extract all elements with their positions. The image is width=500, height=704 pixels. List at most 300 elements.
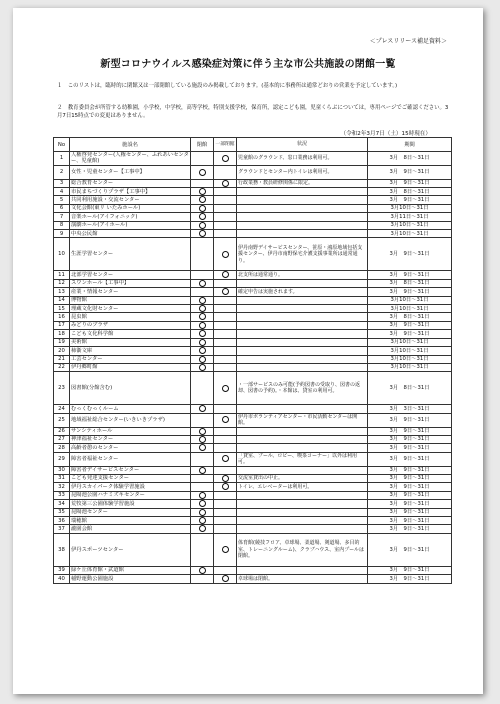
table-row	[54, 355, 452, 363]
table-row	[54, 213, 452, 221]
table-row	[54, 427, 452, 435]
row-status	[237, 296, 368, 304]
header-name: 施設名	[70, 138, 191, 152]
row-facility-name: 昆陽池公園ハナミズキセンター	[70, 491, 191, 499]
row-status: 伊丹南野デイサービスセンター、笹原・鴻原地域包括支援センター、伊丹市南野保宅介護支援事業所は通常通り。	[237, 238, 368, 271]
row-partial-closure	[214, 474, 237, 482]
table-row	[54, 466, 452, 474]
row-full-closure	[191, 508, 214, 516]
row-full-closure	[191, 221, 214, 229]
row-no: 37	[54, 525, 70, 533]
row-status: 北支所は通常通り。	[237, 271, 368, 279]
row-full-closure	[191, 296, 214, 304]
row-period: 3月10日～31日	[368, 338, 452, 346]
closed-mark-circle-icon	[199, 509, 206, 516]
row-facility-name: 地域福祉総合センター(いきいきプラザ)	[70, 413, 191, 427]
row-period: 3月 9日～31日	[368, 330, 452, 338]
row-period: 3月10日～31日	[368, 221, 452, 229]
row-period: 3月 9日～31日	[368, 179, 452, 187]
row-period: 3月 9日～31日	[368, 533, 452, 566]
row-period: 3月 8日～31日	[368, 279, 452, 287]
table-row	[54, 517, 452, 525]
row-status	[237, 525, 368, 533]
row-status	[237, 444, 368, 452]
row-full-closure	[191, 491, 214, 499]
row-status	[237, 355, 368, 363]
table-row	[54, 288, 452, 296]
row-status	[237, 305, 368, 313]
row-facility-name: 図書館(分館含む)	[70, 372, 191, 405]
row-partial-closure	[214, 305, 237, 313]
row-status	[237, 427, 368, 435]
table-row	[54, 230, 452, 238]
table-row	[54, 279, 452, 287]
row-full-closure	[191, 363, 214, 371]
row-period: 3月 9日～31日	[368, 575, 452, 583]
row-no: 36	[54, 517, 70, 525]
table-row	[54, 566, 452, 574]
closed-mark-circle-icon	[199, 525, 206, 532]
row-no: 40	[54, 575, 70, 583]
row-full-closure	[191, 230, 214, 238]
row-no: 19	[54, 338, 70, 346]
row-full-closure	[191, 313, 214, 321]
row-no: 3	[54, 179, 70, 187]
closed-mark-circle-icon	[199, 517, 206, 524]
row-period: 3月10日～31日	[368, 296, 452, 304]
row-full-closure	[191, 427, 214, 435]
closed-mark-circle-icon	[222, 575, 229, 582]
page-title: 新型コロナウイルス感染症対策に伴う主な市公共施設の閉館一覧	[100, 59, 396, 70]
row-status: 伊丹市ボランティアセンター・市民活動センターは開館。	[237, 413, 368, 427]
row-facility-name: 博物館	[70, 296, 191, 304]
table-row	[54, 405, 452, 413]
row-status	[237, 466, 368, 474]
table-row	[54, 165, 452, 179]
row-status: 交流室貸出の中止。	[237, 474, 368, 482]
row-full-closure	[191, 279, 214, 287]
closed-mark-circle-icon	[222, 546, 229, 553]
row-period: 3月 9日～31日	[368, 525, 452, 533]
closed-mark-circle-icon	[199, 313, 206, 320]
closed-mark-circle-icon	[199, 500, 206, 507]
row-facility-name: 演劇ホール(アイホール)	[70, 221, 191, 229]
closed-mark-circle-icon	[199, 230, 206, 237]
row-full-closure	[191, 435, 214, 443]
table-row	[54, 444, 452, 452]
row-facility-name: 柿衞文庫	[70, 347, 191, 355]
table-row	[54, 372, 452, 405]
table-row	[54, 179, 452, 187]
row-status: 「貸室、プール、ロビー、喫茶コーナー」以外は利用可。	[237, 452, 368, 466]
row-full-closure	[191, 474, 214, 482]
row-period: 3月 9日～31日	[368, 427, 452, 435]
row-no: 14	[54, 296, 70, 304]
row-no: 23	[54, 372, 70, 405]
row-full-closure	[191, 338, 214, 346]
closed-mark-circle-icon	[199, 356, 206, 363]
table-row	[54, 363, 452, 371]
row-facility-name: 荒牧第三公園体験学習施設	[70, 500, 191, 508]
row-partial-closure	[214, 466, 237, 474]
row-period: 3月 9日～31日	[368, 508, 452, 516]
document-page	[13, 8, 483, 694]
row-no: 7	[54, 213, 70, 221]
row-partial-closure	[214, 355, 237, 363]
table-row	[54, 435, 452, 443]
closed-mark-circle-icon	[199, 222, 206, 229]
row-facility-name: 稲野運動公園施設	[70, 575, 191, 583]
facility-closure-table	[53, 137, 452, 584]
row-period: 3月 8日～31日	[368, 152, 452, 166]
row-no: 25	[54, 413, 70, 427]
row-facility-name: みどりのプラザ	[70, 321, 191, 329]
row-status: 児童館のグラウンド、窓口業務は利用可。	[237, 152, 368, 166]
row-full-closure	[191, 452, 214, 466]
row-no: 15	[54, 305, 70, 313]
row-facility-name: 音楽ホール(アイフォニック)	[70, 213, 191, 221]
row-partial-closure	[214, 196, 237, 204]
row-full-closure	[191, 196, 214, 204]
header-period: 期間	[368, 138, 452, 152]
row-partial-closure	[214, 483, 237, 491]
row-partial-closure	[214, 508, 237, 516]
closed-mark-circle-icon	[199, 297, 206, 304]
row-full-closure	[191, 238, 214, 271]
table-row	[54, 500, 452, 508]
row-status: ・一部サービスのみ可能(予約図書の受取り、図書の返却、図書の予約)。・本館は、貸室の利用可。	[237, 372, 368, 405]
table-row	[54, 575, 452, 583]
row-no: 2	[54, 165, 70, 179]
row-no: 8	[54, 221, 70, 229]
row-no: 11	[54, 271, 70, 279]
table-row	[54, 296, 452, 304]
header-partial-closure: 一部閉館	[214, 138, 237, 152]
row-partial-closure	[214, 533, 237, 566]
row-no: 31	[54, 474, 70, 482]
row-no: 38	[54, 533, 70, 566]
header-no: No	[54, 138, 70, 152]
row-full-closure	[191, 347, 214, 355]
row-partial-closure	[214, 491, 237, 499]
row-period: 3月10日～31日	[368, 355, 452, 363]
table-row	[54, 204, 452, 212]
row-full-closure	[191, 213, 214, 221]
row-status: 確定申告は実施されます。	[237, 288, 368, 296]
row-full-closure	[191, 288, 214, 296]
row-facility-name: むっくむっくルーム	[70, 405, 191, 413]
table-row	[54, 221, 452, 229]
row-facility-name: 総合教育センター	[70, 179, 191, 187]
row-status	[237, 213, 368, 221]
closed-mark-circle-icon	[199, 492, 206, 499]
closed-mark-circle-icon	[199, 405, 206, 412]
row-period: 3月 9日～31日	[368, 271, 452, 279]
release-label: ＜プレスリリース補足資料＞	[369, 38, 447, 45]
row-status	[237, 491, 368, 499]
table-row	[54, 413, 452, 427]
row-facility-name: 美術館	[70, 338, 191, 346]
row-period: 3月 8日～31日	[368, 372, 452, 405]
row-period: 3月 9日～31日	[368, 238, 452, 271]
row-partial-closure	[214, 413, 237, 427]
closed-mark-circle-icon	[199, 196, 206, 203]
row-facility-name: 瀧園会館	[70, 525, 191, 533]
row-full-closure	[191, 566, 214, 574]
table-row	[54, 525, 452, 533]
header-full-closure: 閉館	[191, 138, 214, 152]
row-no: 33	[54, 491, 70, 499]
row-period: 3月11日～31日	[368, 213, 452, 221]
row-facility-name: 共同利用施設・交流センター	[70, 196, 191, 204]
row-partial-closure	[214, 427, 237, 435]
row-period: 3月 9日～31日	[368, 500, 452, 508]
row-status	[237, 405, 368, 413]
row-facility-name: 障害者デイサービスセンター	[70, 466, 191, 474]
closed-mark-circle-icon	[199, 428, 206, 435]
header-status: 状況	[237, 138, 368, 152]
table-row	[54, 188, 452, 196]
row-partial-closure	[214, 230, 237, 238]
row-period: 3月 9日～31日	[368, 435, 452, 443]
row-facility-name: 中央公民館	[70, 230, 191, 238]
row-period: 3月 9日～31日	[368, 413, 452, 427]
row-no: 26	[54, 427, 70, 435]
row-period: 3月 9日～31日	[368, 566, 452, 574]
table-row	[54, 305, 452, 313]
row-facility-name: 生涯学習センター	[70, 238, 191, 271]
row-no: 6	[54, 204, 70, 212]
row-no: 27	[54, 435, 70, 443]
row-no: 39	[54, 566, 70, 574]
closed-mark-circle-icon	[222, 385, 229, 392]
closed-mark-circle-icon	[199, 444, 206, 451]
row-status	[237, 196, 368, 204]
row-partial-closure	[214, 313, 237, 321]
row-full-closure	[191, 372, 214, 405]
row-no: 32	[54, 483, 70, 491]
row-period: 3月 9日～31日	[368, 165, 452, 179]
row-full-closure	[191, 525, 214, 533]
row-status: グラウンドとセンター内トイレは利用可。	[237, 165, 368, 179]
row-full-closure	[191, 517, 214, 525]
as-of-date: （令和2年3月7日（土）15時現在）	[340, 131, 431, 137]
row-status	[237, 330, 368, 338]
row-partial-closure	[214, 271, 237, 279]
row-partial-closure	[214, 213, 237, 221]
closed-mark-circle-icon	[222, 483, 229, 490]
closed-mark-circle-icon	[199, 188, 206, 195]
closed-mark-circle-icon	[222, 475, 229, 482]
row-facility-name: 市民まちづくりプラザ【工事中】	[70, 188, 191, 196]
closed-mark-circle-icon	[199, 169, 206, 176]
row-partial-closure	[214, 330, 237, 338]
row-status	[237, 204, 368, 212]
table-row	[54, 491, 452, 499]
row-status: トイレ、エレベーターは利用可。	[237, 483, 368, 491]
row-status	[237, 188, 368, 196]
row-full-closure	[191, 204, 214, 212]
row-status	[237, 500, 368, 508]
table-row	[54, 483, 452, 491]
table-row	[54, 533, 452, 566]
row-no: 16	[54, 313, 70, 321]
row-facility-name: 伊丹スポーツセンター	[70, 533, 191, 566]
row-status	[237, 517, 368, 525]
table-row	[54, 313, 452, 321]
row-period: 3月 9日～31日	[368, 444, 452, 452]
table-row	[54, 338, 452, 346]
row-partial-closure	[214, 363, 237, 371]
closed-mark-circle-icon	[199, 364, 206, 371]
closed-mark-circle-icon	[199, 347, 206, 354]
closed-mark-circle-icon	[222, 288, 229, 295]
row-status	[237, 338, 368, 346]
table-row	[54, 152, 452, 166]
closed-mark-circle-icon	[199, 436, 206, 443]
closed-mark-circle-icon	[222, 271, 229, 278]
table-row	[54, 271, 452, 279]
row-facility-name: 伊丹郷町館	[70, 363, 191, 371]
row-full-closure	[191, 165, 214, 179]
row-partial-closure	[214, 338, 237, 346]
row-facility-name: 昆陽池センター	[70, 508, 191, 516]
row-full-closure	[191, 413, 214, 427]
closed-mark-circle-icon	[199, 567, 206, 574]
table-row	[54, 330, 452, 338]
row-no: 22	[54, 363, 70, 371]
row-full-closure	[191, 321, 214, 329]
row-period: 3月 9日～31日	[368, 491, 452, 499]
row-status: 行政業務・教員研修関係に限定。	[237, 179, 368, 187]
row-partial-closure	[214, 288, 237, 296]
row-no: 28	[54, 444, 70, 452]
row-full-closure	[191, 466, 214, 474]
row-period: 3月10日～31日	[368, 230, 452, 238]
row-no: 24	[54, 405, 70, 413]
closed-mark-circle-icon	[222, 416, 229, 423]
row-partial-closure	[214, 525, 237, 533]
row-partial-closure	[214, 279, 237, 287]
row-partial-closure	[214, 221, 237, 229]
row-partial-closure	[214, 152, 237, 166]
row-facility-name: こども文化科学館	[70, 330, 191, 338]
row-facility-name: 文化会館(東リ いたみホール)	[70, 204, 191, 212]
row-no: 20	[54, 347, 70, 355]
row-facility-name: 工芸センター	[70, 355, 191, 363]
row-facility-name: スワンホール【工事中】	[70, 279, 191, 287]
row-facility-name: 北部学習センター	[70, 271, 191, 279]
row-period: 3月 9日～31日	[368, 474, 452, 482]
row-period: 3月 9日～31日	[368, 517, 452, 525]
row-period: 3月 3日～31日	[368, 405, 452, 413]
row-partial-closure	[214, 179, 237, 187]
row-facility-name: 産業・情報センター	[70, 288, 191, 296]
row-period: 3月10日～31日	[368, 347, 452, 355]
row-full-closure	[191, 305, 214, 313]
closed-mark-circle-icon	[222, 251, 229, 258]
row-status	[237, 313, 368, 321]
closed-mark-circle-icon	[199, 467, 206, 474]
row-full-closure	[191, 500, 214, 508]
row-facility-name: 瑞穂館	[70, 517, 191, 525]
row-partial-closure	[214, 575, 237, 583]
row-partial-closure	[214, 435, 237, 443]
row-facility-name: 緑ケ丘体育館・武道館	[70, 566, 191, 574]
row-full-closure	[191, 271, 214, 279]
row-period: 3月 9日～31日	[368, 196, 452, 204]
row-status	[237, 435, 368, 443]
table-header-row	[54, 138, 452, 152]
row-no: 29	[54, 452, 70, 466]
row-status: 卓球場は閉館。	[237, 575, 368, 583]
row-partial-closure	[214, 517, 237, 525]
row-no: 18	[54, 330, 70, 338]
row-facility-name: 高齢者憩のセンター	[70, 444, 191, 452]
row-period: 3月 9日～31日	[368, 466, 452, 474]
row-partial-closure	[214, 347, 237, 355]
row-no: 4	[54, 188, 70, 196]
row-partial-closure	[214, 204, 237, 212]
row-no: 21	[54, 355, 70, 363]
closed-mark-circle-icon	[222, 155, 229, 162]
table-row	[54, 321, 452, 329]
row-partial-closure	[214, 444, 237, 452]
row-partial-closure	[214, 188, 237, 196]
closed-mark-circle-icon	[199, 322, 206, 329]
row-partial-closure	[214, 165, 237, 179]
closed-mark-circle-icon	[199, 205, 206, 212]
closed-mark-circle-icon	[199, 330, 206, 337]
row-full-closure	[191, 575, 214, 583]
row-no: 5	[54, 196, 70, 204]
row-no: 9	[54, 230, 70, 238]
row-facility-name: 伊丹スカイパーク体験学習施設	[70, 483, 191, 491]
row-facility-name: 神津福祉センター	[70, 435, 191, 443]
table-row	[54, 196, 452, 204]
row-partial-closure	[214, 238, 237, 271]
row-full-closure	[191, 152, 214, 166]
row-facility-name: 障害者福祉センター	[70, 452, 191, 466]
row-no: 17	[54, 321, 70, 329]
row-no: 34	[54, 500, 70, 508]
row-full-closure	[191, 355, 214, 363]
note-2: ２ 教育委員会が所管する幼稚園，小学校，中学校，高等学校，特別支援学校，保育所，認定こども園，児童くらぶについては，専用ページでご確認ください。3月7日15時点での変更はありません。	[57, 105, 449, 120]
closed-mark-circle-icon	[199, 305, 206, 312]
table-row	[54, 238, 452, 271]
closed-mark-circle-icon	[199, 339, 206, 346]
row-status	[237, 321, 368, 329]
row-status	[237, 347, 368, 355]
table-row	[54, 452, 452, 466]
row-no: 13	[54, 288, 70, 296]
row-partial-closure	[214, 372, 237, 405]
row-period: 3月 9日～31日	[368, 321, 452, 329]
row-full-closure	[191, 533, 214, 566]
row-full-closure	[191, 330, 214, 338]
row-full-closure	[191, 405, 214, 413]
row-facility-name: サンシティホール	[70, 427, 191, 435]
row-period: 3月 9日～31日	[368, 452, 452, 466]
table-row	[54, 347, 452, 355]
closed-mark-circle-icon	[222, 455, 229, 462]
row-partial-closure	[214, 296, 237, 304]
row-facility-name: 昆虫館	[70, 313, 191, 321]
closed-mark-circle-icon	[199, 280, 206, 287]
row-partial-closure	[214, 452, 237, 466]
row-full-closure	[191, 188, 214, 196]
row-facility-name: 理蔵文化財センター	[70, 305, 191, 313]
